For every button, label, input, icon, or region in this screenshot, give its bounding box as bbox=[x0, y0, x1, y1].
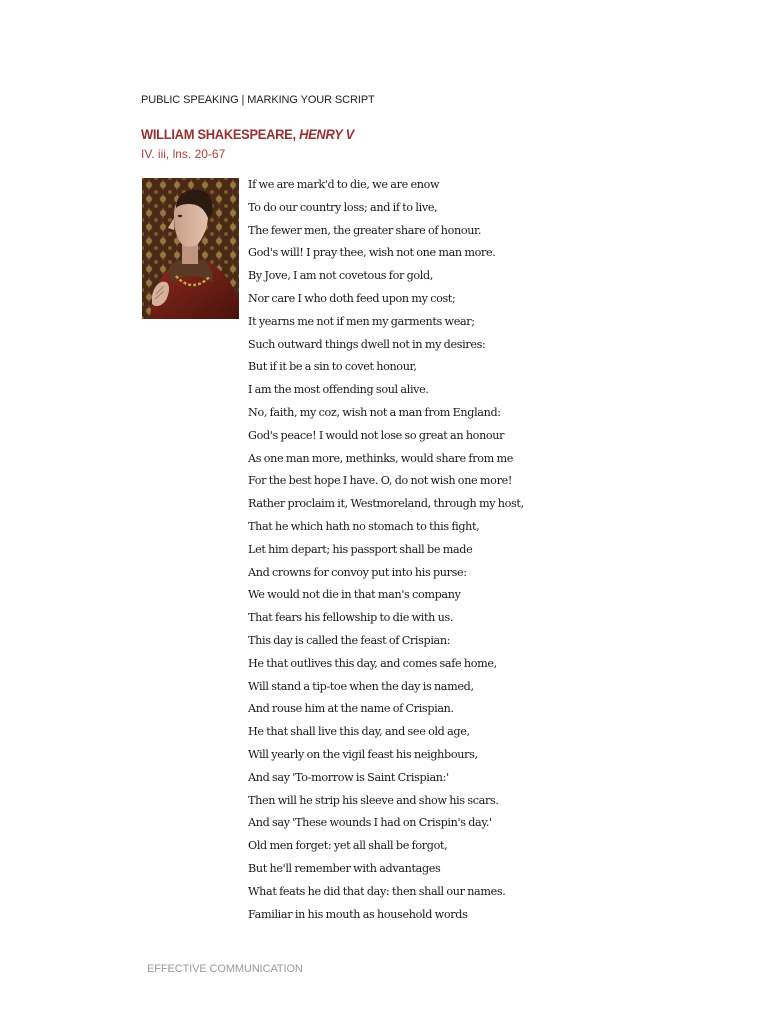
play-name: HENRY V bbox=[299, 126, 354, 142]
poem-line: Let him depart; his passport shall be made bbox=[248, 542, 473, 556]
poem-line: No, faith, my coz, wish not a man from England: bbox=[248, 405, 501, 419]
poem-text bbox=[248, 174, 524, 926]
poem-line: And say 'These wounds I had on Crispin's day.' bbox=[248, 816, 492, 830]
poem-line: And crowns for convoy put into his purse: bbox=[248, 565, 467, 579]
poem-line: If we are mark'd to die, we are enow bbox=[248, 178, 440, 191]
poem-line: As one man more, methinks, would share from me bbox=[248, 451, 513, 465]
poem-line: Will stand a tip-toe when the day is named, bbox=[248, 679, 474, 693]
poem-line: And rouse him at the name of Crispian. bbox=[248, 702, 454, 716]
page-footer: EFFECTIVE COMMUNICATION bbox=[147, 963, 303, 975]
page-header: PUBLIC SPEAKING | MARKING YOUR SCRIPT bbox=[141, 94, 375, 106]
poem-line: That fears his fellowship to die with us. bbox=[248, 611, 454, 625]
poem-line: But he'll remember with advantages bbox=[248, 861, 441, 875]
poem-line: It yearns me not if men my garments wear; bbox=[248, 314, 475, 328]
poem-line: Then will he strip his sleeve and show his scars. bbox=[248, 793, 499, 807]
poem-line: God's will! I pray thee, wish not one man more. bbox=[248, 246, 496, 260]
poem-line: We would not die in that man's company bbox=[248, 588, 461, 602]
poem-line: Old men forget: yet all shall be forgot, bbox=[248, 839, 448, 853]
poem-line: But if it be a sin to covet honour, bbox=[248, 360, 417, 374]
poem-line: God's peace! I would not lose so great an honour bbox=[248, 428, 505, 442]
poem-line: Such outward things dwell not in my desires: bbox=[248, 337, 486, 351]
poem-title bbox=[141, 126, 354, 142]
poem-line: Nor care I who doth feed upon my cost; bbox=[248, 291, 456, 305]
poem-line: To do our country loss; and if to live, bbox=[248, 200, 438, 214]
poem-line: This day is called the feast of Crispian: bbox=[248, 633, 451, 647]
poem-line: By Jove, I am not covetous for gold, bbox=[248, 269, 434, 283]
poem-line: For the best hope I have. O, do not wish one more! bbox=[248, 474, 512, 488]
poem-line: Rather proclaim it, Westmoreland, through my host, bbox=[248, 497, 524, 511]
poem-line: And say 'To-morrow is Saint Crispian:' bbox=[248, 770, 449, 784]
portrait-of-henry-v bbox=[142, 178, 239, 319]
poem-line: What feats he did that day: then shall our names. bbox=[248, 884, 506, 898]
poem-line: He that outlives this day, and comes safe home, bbox=[248, 656, 497, 670]
poem-line: The fewer men, the greater share of honour. bbox=[248, 223, 482, 237]
act-scene-reference: IV. iii, lns. 20-67 bbox=[141, 147, 226, 161]
poem-line: He that shall live this day, and see old age, bbox=[248, 725, 470, 739]
poem-line: I am the most offending soul alive. bbox=[248, 383, 429, 397]
poem-line: Will yearly on the vigil feast his neighbours, bbox=[248, 747, 478, 761]
author-name: WILLIAM SHAKESPEARE, bbox=[141, 126, 300, 142]
poem-line: Familiar in his mouth as household words bbox=[248, 907, 468, 921]
poem-line: That he which hath no stomach to this fight, bbox=[248, 519, 480, 533]
